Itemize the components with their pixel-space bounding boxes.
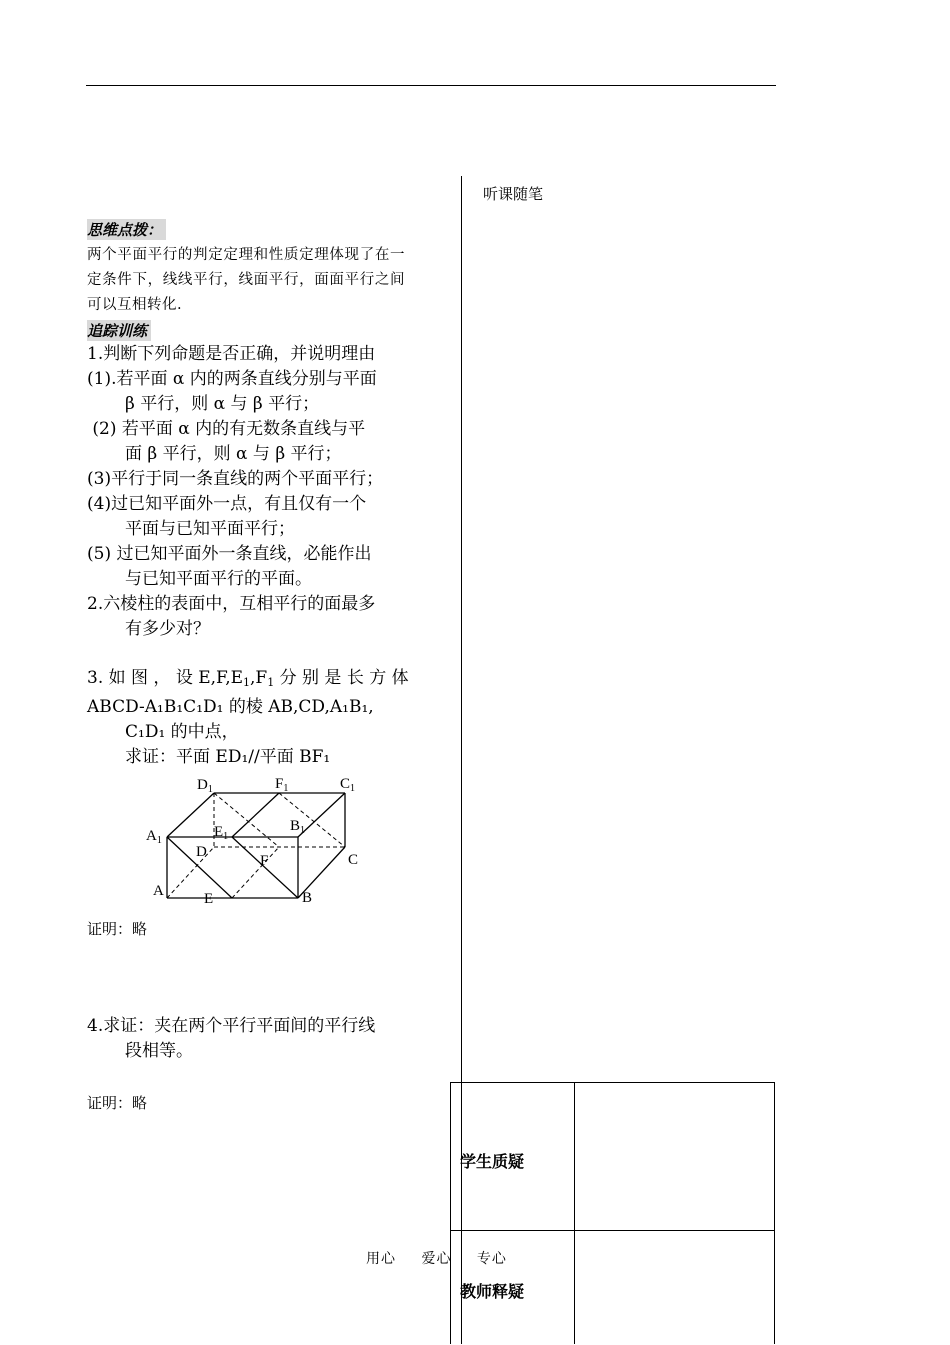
edge-a1-d1 (167, 793, 214, 837)
thinking-text: 两个平面平行的判定定理和性质定理体现了在一定条件下，线线平行，线面平行，面面平行之间可以互相转化. (87, 247, 405, 313)
q1-item-1a: (1).若平面 α 内的两条直线分别与平面 (87, 369, 377, 389)
label-D: D (196, 844, 207, 860)
notes-label: 听课随笔 (483, 185, 544, 203)
question-3 (87, 666, 409, 770)
edge-f1-e1 (232, 793, 279, 837)
label-D1: $D_1$ (197, 777, 213, 795)
label-F1: $F_1$ (275, 776, 289, 794)
label-C1: $C_1$ (340, 776, 356, 794)
student-questions-cell[interactable] (575, 1083, 775, 1230)
q1-item-5a: (5) 过已知平面外一条直线，必能作出 (87, 544, 372, 564)
footer-motto (366, 1248, 527, 1268)
teacher-answers-cell[interactable] (575, 1231, 775, 1345)
q1-item-1b: β 平行，则 α 与 β 平行； (125, 394, 320, 414)
student-questions-label: 学生质疑 (460, 1152, 525, 1171)
label-C: C (348, 852, 359, 868)
q1-intro: 1.判断下列命题是否正确，并说明理由 (87, 344, 376, 364)
label-B: B (302, 890, 313, 906)
footer-word-2: 爱心 (421, 1251, 452, 1267)
hidden-edge-f1-c (279, 793, 345, 847)
proof-1: 证明：略 (87, 920, 148, 938)
label-E1: $E_1$ (214, 824, 229, 842)
q3-line-d: 求证：平面 ED₁//平面 BF₁ (125, 747, 331, 767)
proof-2: 证明：略 (87, 1094, 148, 1112)
header-rule (86, 85, 776, 86)
label-E: E (204, 891, 214, 907)
q2-line-b: 有多少对？ (125, 619, 210, 639)
q1-item-2a: (2) 若平面 α 内的有无数条直线与平 (87, 419, 366, 439)
label-B1: $B_1$ (290, 818, 306, 836)
q4-line-b: 段相等。 (125, 1041, 193, 1061)
thinking-heading: 思维点拨： (87, 219, 166, 240)
cuboid-figure (140, 770, 370, 910)
q3-line-a: 3. 如 图 ， 设 $E,F,E_1,F_1$ 分 别 是 长 方 体 (87, 668, 409, 689)
teacher-answers-label: 教师释疑 (460, 1282, 525, 1301)
q3-line-c: C₁D₁ 的中点， (125, 722, 239, 742)
q4-line-a: 4.求证：夹在两个平行平面间的平行线 (87, 1016, 376, 1036)
question-4 (87, 1014, 405, 1064)
q1-item-2b: 面 β 平行，则 α 与 β 平行； (125, 444, 342, 464)
thinking-heading-wrap (87, 219, 405, 240)
footer-word-3: 专心 (476, 1251, 507, 1267)
footer-word-1: 用心 (366, 1251, 396, 1267)
training-heading: 追踪训练 (87, 320, 151, 341)
label-A1: $A_1$ (146, 828, 162, 846)
hidden-edge-e-f (232, 847, 279, 898)
q3-line-b: ABCD-A₁B₁C₁D₁ 的棱 AB,CD,A₁B₁, (87, 697, 374, 717)
q1-item-4a: (4)过已知平面外一点，有且仅有一个 (87, 494, 367, 514)
q1-item-4b: 平面与已知平面平行； (125, 519, 295, 539)
q2-line-a: 2.六棱柱的表面中，互相平行的面最多 (87, 594, 376, 614)
q1-item-5b: 与已知平面平行的平面。 (125, 569, 312, 589)
label-A: A (153, 883, 164, 899)
q1-item-3: (3)平行于同一条直线的两个平面平行； (87, 469, 384, 489)
question-table (450, 1082, 775, 1344)
label-F: F (260, 853, 269, 869)
question-1 (87, 342, 405, 642)
training-heading-wrap (87, 320, 405, 341)
